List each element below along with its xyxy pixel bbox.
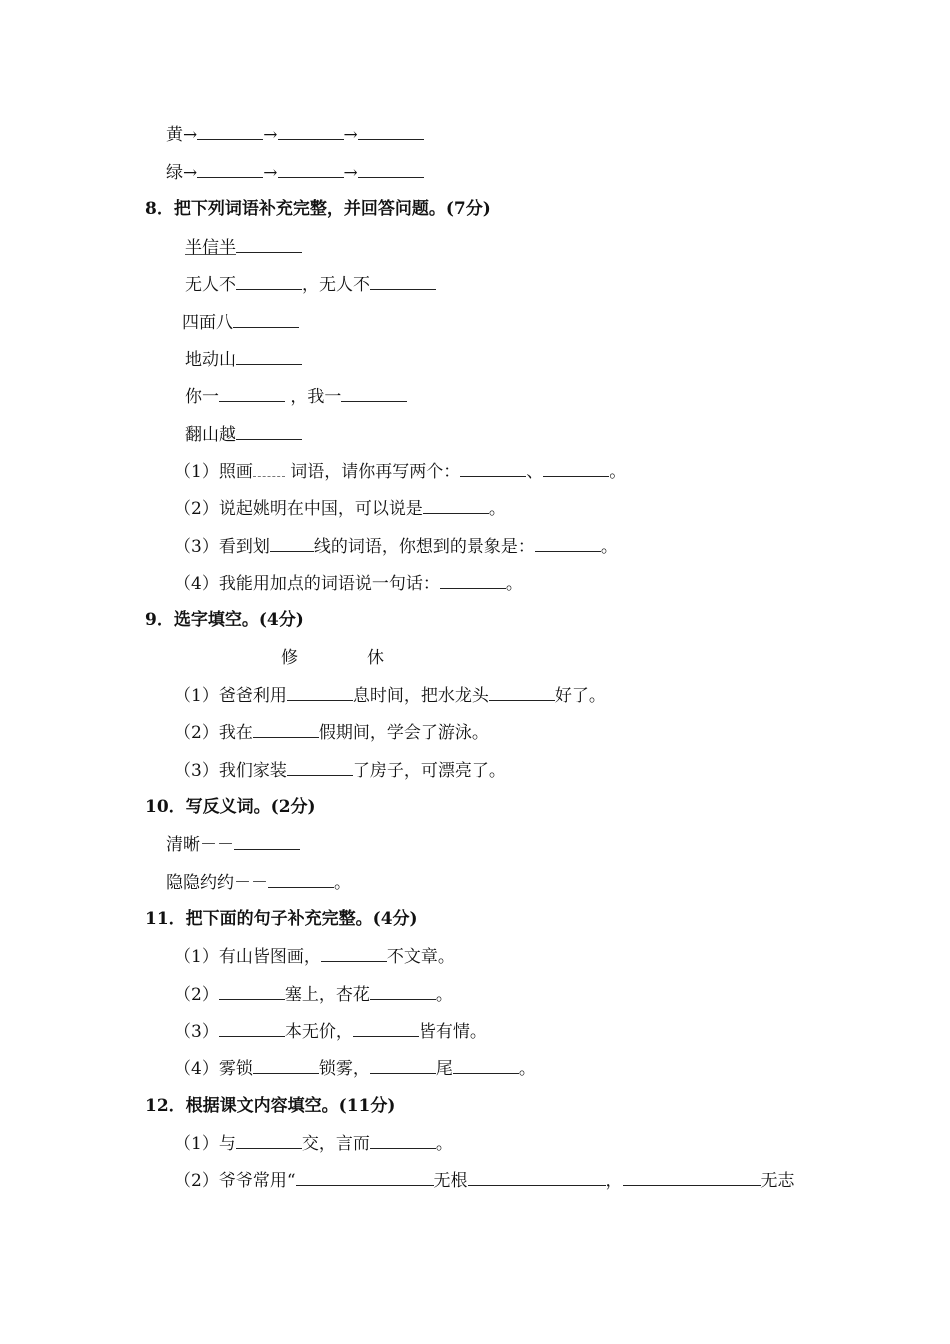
- question-text: 不文章。: [386, 947, 455, 967]
- question-text: ，: [605, 1171, 623, 1191]
- question-text: 锁雾，: [318, 1059, 370, 1079]
- word-text: 你一: [185, 387, 219, 407]
- question-text: 、: [526, 462, 544, 482]
- word-text: 隐隐约约－－: [166, 873, 268, 893]
- q8-sub-3: [174, 534, 618, 559]
- blank[interactable]: [278, 160, 344, 178]
- q8-word-1: [185, 235, 302, 260]
- q7-row-lv: [166, 160, 424, 185]
- question-text: 。: [435, 1134, 453, 1154]
- blank[interactable]: [460, 459, 526, 477]
- question-text: 息时间，把水龙头: [352, 686, 489, 706]
- question-text: 尾: [435, 1059, 453, 1079]
- question-text: （2）我在: [174, 723, 253, 743]
- blank[interactable]: [423, 496, 489, 514]
- blank[interactable]: [253, 1056, 319, 1074]
- arrow-text: →: [343, 125, 358, 145]
- q9-sub-3: [174, 758, 506, 783]
- question-text: 线的词语，你想到的景象是：: [313, 537, 535, 557]
- blank[interactable]: [236, 1131, 302, 1149]
- word-text: 无人不: [185, 275, 236, 295]
- question-text: 。: [435, 985, 453, 1005]
- blank[interactable]: [370, 982, 436, 1000]
- blank[interactable]: [236, 422, 302, 440]
- question-text: 皆有情。: [418, 1022, 487, 1042]
- question-text: （3）我们家装: [174, 761, 287, 781]
- q8-sub-4: [174, 571, 523, 596]
- question-text: （1）与: [174, 1134, 236, 1154]
- question-text: 。: [518, 1059, 536, 1079]
- q8-sub-1: [174, 459, 626, 484]
- question-text: 塞上，杏花: [284, 985, 370, 1005]
- q9-sub-2: [174, 720, 489, 745]
- blank[interactable]: [197, 122, 263, 140]
- question-text: 了房子，可漂亮了。: [352, 761, 506, 781]
- q10-item-1: [166, 832, 300, 857]
- blank[interactable]: [358, 160, 424, 178]
- question-text: （1）有山皆图画，: [174, 947, 321, 967]
- q9-title: 9．选字填空。(4分): [145, 610, 304, 630]
- question-text: 。: [488, 499, 506, 519]
- blank[interactable]: [219, 384, 285, 402]
- blank[interactable]: [543, 459, 609, 477]
- question-text: 好了。: [554, 686, 606, 706]
- blank[interactable]: [236, 272, 302, 290]
- question-text: 。: [600, 537, 618, 557]
- arrow-text: →: [263, 163, 278, 183]
- q10-title: 10．写反义词。(2分): [145, 797, 316, 817]
- word-text: ，无人不: [302, 275, 370, 295]
- q7-row-huang: [166, 122, 424, 147]
- word-text: 翻山越: [185, 425, 236, 445]
- word-text: 。: [334, 873, 351, 893]
- blank[interactable]: [253, 720, 319, 738]
- q9-choice-2: 休: [367, 648, 384, 668]
- word-text: 清晰－－: [166, 835, 234, 855]
- q8-word-3: [182, 310, 299, 335]
- question-text: （4）雾锁: [174, 1059, 253, 1079]
- row-start-text: 黄→: [166, 125, 198, 145]
- q12-sub-2: [174, 1168, 795, 1193]
- q8-word-2: [185, 272, 436, 297]
- question-text: （4）我能用加点的词语说一句话：: [174, 574, 440, 594]
- q11-title: 11．把下面的句子补充完整。(4分): [145, 909, 418, 929]
- blank[interactable]: [236, 347, 302, 365]
- blank[interactable]: [296, 1168, 434, 1186]
- q8-word-5: [185, 384, 407, 409]
- question-text: （2）爷爷常用“: [174, 1171, 296, 1191]
- question-text: （2）: [174, 985, 219, 1005]
- blank[interactable]: [440, 571, 506, 589]
- blank[interactable]: [234, 832, 300, 850]
- blank[interactable]: [219, 982, 285, 1000]
- question-text: （3）看到划: [174, 537, 270, 557]
- blank[interactable]: [219, 1019, 285, 1037]
- q12-sub-1: [174, 1131, 453, 1156]
- blank[interactable]: [453, 1056, 519, 1074]
- blank[interactable]: [197, 160, 263, 178]
- q11-sub-2: [174, 982, 453, 1007]
- question-text: 假期间，学会了游泳。: [318, 723, 489, 743]
- word-text: 地动山: [185, 350, 236, 370]
- row-start-text: 绿→: [166, 163, 198, 183]
- question-text: 交，言而: [301, 1134, 370, 1154]
- q11-sub-4: [174, 1056, 536, 1081]
- blank[interactable]: [287, 758, 353, 776]
- blank[interactable]: [535, 534, 601, 552]
- blank: [253, 459, 285, 477]
- blank[interactable]: [278, 122, 344, 140]
- blank[interactable]: [236, 235, 302, 253]
- q11-sub-1: [174, 944, 455, 969]
- blank[interactable]: [287, 683, 353, 701]
- word-text: ，我一: [285, 387, 342, 407]
- q8-word-4: [185, 347, 302, 372]
- blank[interactable]: [489, 683, 555, 701]
- blank[interactable]: [268, 870, 334, 888]
- blank[interactable]: [370, 1056, 436, 1074]
- question-text: 无志: [760, 1171, 795, 1191]
- question-text: （1）照画: [174, 462, 253, 482]
- q9-sub-1: [174, 683, 606, 708]
- blank[interactable]: [468, 1168, 606, 1186]
- blank[interactable]: [623, 1168, 761, 1186]
- blank[interactable]: [341, 384, 407, 402]
- question-text: 。: [505, 574, 523, 594]
- word-text: 四面八: [182, 313, 233, 333]
- question-text: 词语，请你再写两个：: [284, 462, 461, 482]
- question-text: （2）说起姚明在中国，可以说是: [174, 499, 423, 519]
- blank[interactable]: [353, 1019, 419, 1037]
- q8-word-6: [185, 422, 302, 447]
- arrow-text: →: [343, 163, 358, 183]
- question-text: 。: [609, 462, 627, 482]
- q8-sub-2: [174, 496, 506, 521]
- arrow-text: →: [263, 125, 278, 145]
- q10-item-2: [166, 870, 351, 895]
- q9-choice-1: 修: [281, 648, 298, 668]
- q8-title: 8．把下列词语补充完整，并回答问题。(7分): [145, 199, 491, 219]
- q11-sub-3: [174, 1019, 487, 1044]
- question-text: 本无价，: [284, 1022, 353, 1042]
- q12-title: 12．根据课文内容填空。(11分): [145, 1096, 396, 1116]
- blank[interactable]: [321, 944, 387, 962]
- blank[interactable]: [370, 1131, 436, 1149]
- word-text: 半信半: [185, 238, 236, 258]
- question-text: 无根: [433, 1171, 468, 1191]
- blank[interactable]: [370, 272, 436, 290]
- blank[interactable]: [233, 310, 299, 328]
- question-text: （3）: [174, 1022, 219, 1042]
- question-text: （1）爸爸利用: [174, 686, 287, 706]
- blank[interactable]: [358, 122, 424, 140]
- blank: [270, 534, 314, 552]
